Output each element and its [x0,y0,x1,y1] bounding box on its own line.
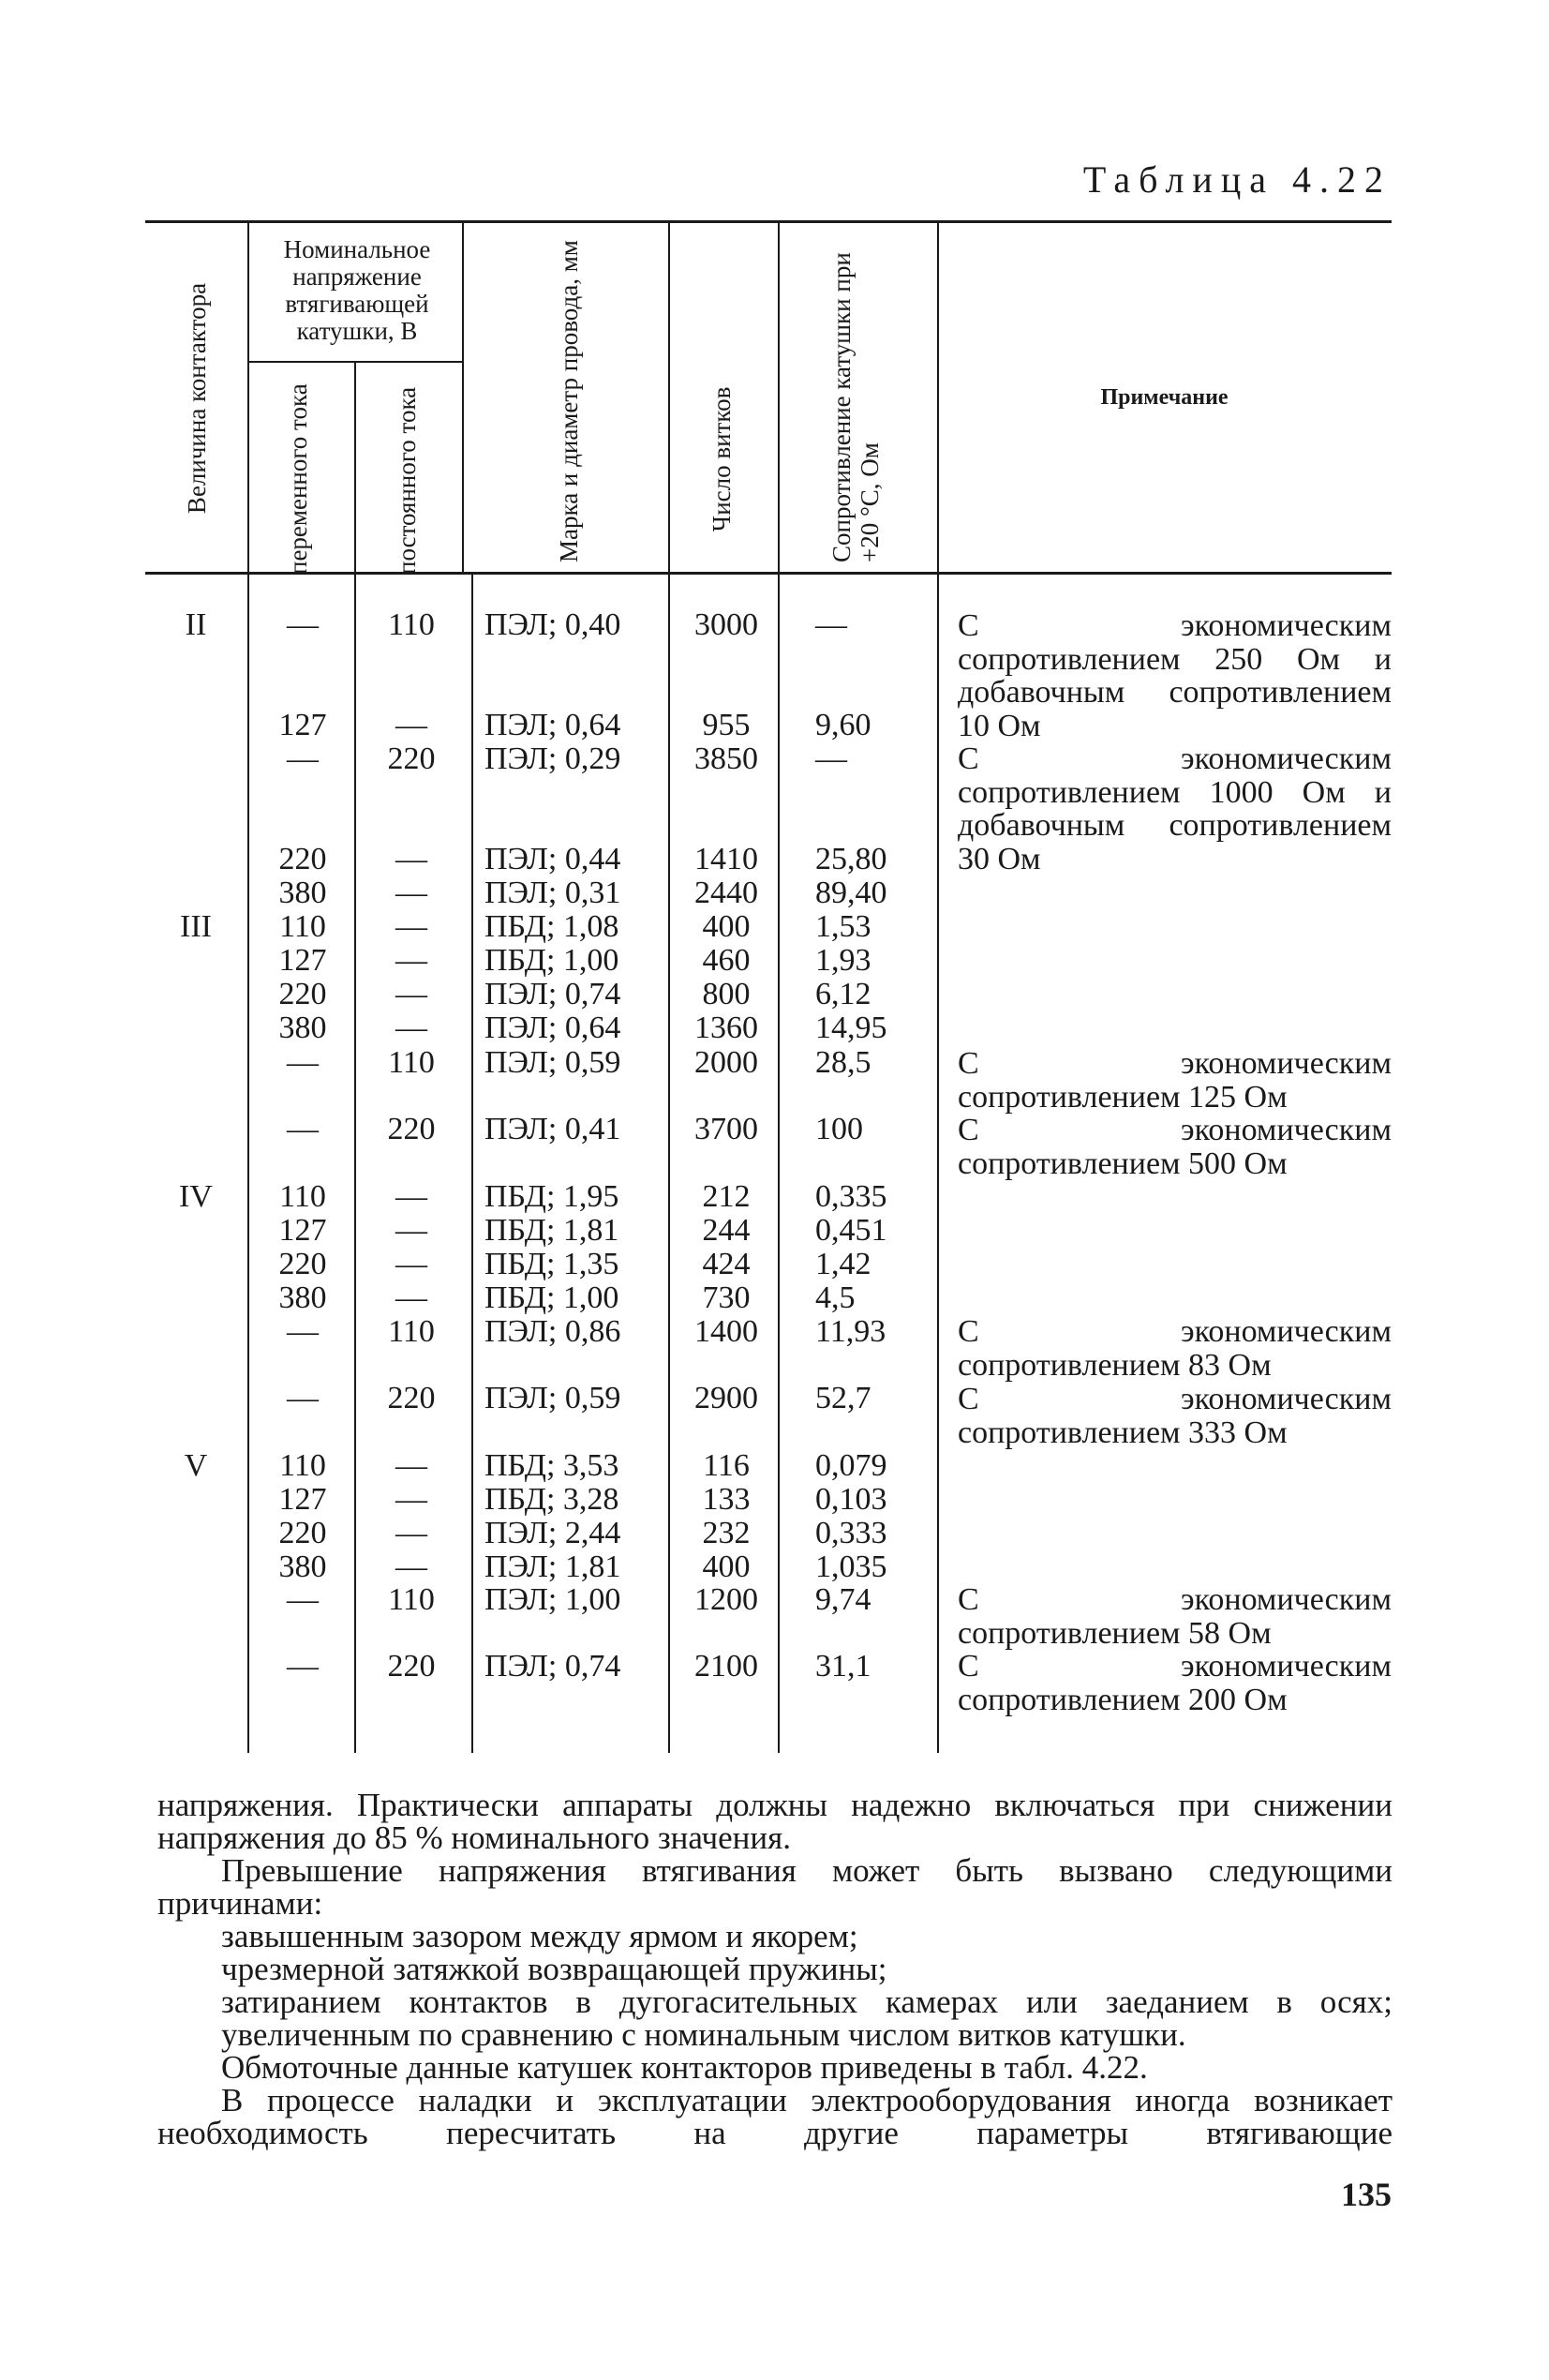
header-dc: постоянного тока [392,386,421,575]
column-divider [937,223,939,1753]
cell-ac: 220 [278,977,327,1011]
cell-dc: — [395,943,427,978]
cell-dc: — [395,909,427,944]
cell-wire: ПБД; 1,00 [484,1280,619,1315]
cell-wire: ПБД; 1,00 [484,943,619,978]
cell-wire: ПЭЛ; 0,59 [484,1045,621,1080]
cell-wire: ПБД; 1,95 [484,1179,619,1214]
note-cell: С экономическим сопротивлением 250 Ом и добавочным сопротивлением 10 Ом [958,608,1392,744]
cell-turns: 400 [702,1549,751,1584]
cell-res: 9,74 [815,1582,871,1617]
cell-ac: 220 [278,1247,327,1281]
cell-wire: ПБД; 3,28 [484,1482,619,1517]
body-text [157,1789,1393,2149]
cell-ac: 110 [279,909,326,944]
cell-turns: 212 [702,1179,751,1214]
header-turns: Число витков [707,386,736,532]
cell-dc: — [395,1280,427,1315]
cell-wire: ПЭЛ; 1,00 [484,1582,621,1617]
cell-wire: ПЭЛ; 0,74 [484,977,621,1011]
cell-res: 0,451 [815,1213,887,1248]
table-header-rule [145,572,1392,575]
note-cell: С экономическим сопротивлением 125 Ом [958,1046,1392,1115]
cell-dc: 110 [388,1045,435,1080]
cell-res: — [815,607,847,642]
note-cell: С экономическим сопротивлением 1000 Ом и добавочным сопротивлением 30 Ом [958,741,1392,877]
cell-turns: 116 [703,1448,750,1483]
column-divider [668,223,670,1753]
cell-res: 0,079 [815,1448,887,1483]
cell-res: 52,7 [815,1381,871,1415]
cell-wire: ПБД; 1,08 [484,909,619,944]
cell-dc: — [395,1247,427,1281]
cell-dc: — [395,1549,427,1584]
cell-ac: 220 [278,842,327,876]
cell-ac: 380 [278,1280,327,1315]
cell-turns: 3850 [694,741,758,776]
note-cell: С экономическим сопротивлением 500 Ом [958,1113,1392,1181]
cell-res: 1,42 [815,1247,871,1281]
cell-res: 25,80 [815,842,887,876]
cell-turns: 1200 [694,1582,758,1617]
table-caption: Таблица 4.22 [1082,158,1392,201]
cell-dc: 110 [388,1314,435,1349]
cell-turns: 1400 [694,1314,758,1349]
cell-ac: 380 [278,876,327,910]
table-top-rule [145,220,1392,223]
cell-res: 1,035 [815,1549,887,1584]
cell-ac: — [287,1314,319,1349]
cell-ac: 380 [278,1010,327,1045]
cell-ac: 380 [278,1549,327,1584]
cell-turns: 2100 [694,1649,758,1684]
cell-res: 0,333 [815,1516,887,1550]
cell-res: — [815,741,847,776]
cell-dc: 110 [388,607,435,642]
cell-ac: — [287,1045,319,1080]
cell-size: III [180,909,212,944]
cell-size: IV [179,1179,213,1214]
cell-wire: ПЭЛ; 0,74 [484,1649,621,1684]
cell-turns: 3000 [694,607,758,642]
cell-ac: — [287,607,319,642]
cell-res: 11,93 [815,1314,886,1349]
cell-wire: ПЭЛ; 0,44 [484,842,621,876]
header-wire: Марка и диаметр провода, мм [554,240,583,562]
cell-wire: ПЭЛ; 0,40 [484,607,621,642]
page-number: 135 [1341,2176,1392,2213]
cell-dc: — [395,1516,427,1550]
column-divider [247,223,249,1753]
cell-wire: ПЭЛ; 0,64 [484,708,621,742]
cell-turns: 2440 [694,876,758,910]
cell-turns: 955 [702,708,751,742]
cell-dc: — [395,842,427,876]
cell-ac: 127 [278,943,327,978]
cell-res: 1,93 [815,943,871,978]
cell-wire: ПЭЛ; 0,86 [484,1314,621,1349]
cell-dc: — [395,1448,427,1483]
header-size: Величина контактора [182,282,211,515]
cell-wire: ПЭЛ; 0,29 [484,741,621,776]
cell-ac: — [287,1381,319,1415]
cell-turns: 232 [702,1516,751,1550]
cell-ac: 220 [278,1516,327,1550]
cell-turns: 1360 [694,1010,758,1045]
cell-dc: — [395,708,427,742]
list-item: чрезмерной затяжкой возвращающей пружины; [221,1951,887,1987]
list-item: увеличенным по сравнению с номинальным числом витков катушки. [221,2016,1186,2053]
header-ac: переменного тока [283,383,312,575]
cell-res: 4,5 [815,1280,856,1315]
cell-turns: 2900 [694,1381,758,1415]
cell-wire: ПЭЛ; 0,41 [484,1112,621,1146]
paragraph: Превышение напряжения втягивания может быть вызвано следующими причинами: [157,1852,1393,1922]
header-voltage-group: Номинальное напряжение втягивающей катушки, В [283,235,431,346]
cell-wire: ПЭЛ; 0,31 [484,876,621,910]
cell-wire: ПЭЛ; 2,44 [484,1516,621,1550]
note-cell: С экономическим сопротивлением 333 Ом [958,1382,1392,1450]
cell-turns: 1410 [694,842,758,876]
cell-dc: 220 [387,1381,436,1415]
cell-ac: 127 [278,708,327,742]
cell-wire: ПБД; 1,35 [484,1247,619,1281]
list-item: завышенным зазором между ярмом и якорем; [221,1918,858,1954]
paragraph: В процессе наладки и эксплуатации электрооборудования иногда возникает необходимость пересчитать на другие параметры втягивающие [157,2082,1393,2151]
cell-ac: — [287,1649,319,1684]
cell-res: 100 [815,1112,863,1146]
column-divider [778,223,780,1753]
cell-dc: — [395,1213,427,1248]
cell-turns: 730 [702,1280,751,1315]
cell-ac: — [287,1112,319,1146]
cell-res: 28,5 [815,1045,871,1080]
cell-dc: 220 [387,741,436,776]
cell-res: 6,12 [815,977,871,1011]
note-cell: С экономическим сопротивлением 83 Ом [958,1314,1392,1383]
cell-ac: — [287,741,319,776]
cell-turns: 800 [702,977,751,1011]
cell-res: 14,95 [815,1010,887,1045]
cell-ac: 110 [279,1448,326,1483]
cell-turns: 2000 [694,1045,758,1080]
cell-dc: — [395,1482,427,1517]
cell-res: 31,1 [815,1649,871,1684]
cell-dc: 220 [387,1649,436,1684]
header-resistance: Сопротивление катушки при +20 °С, Ом [827,252,884,562]
cell-dc: — [395,977,427,1011]
cell-wire: ПЭЛ; 0,64 [484,1010,621,1045]
cell-ac: 127 [278,1482,327,1517]
cell-res: 0,335 [815,1179,887,1214]
cell-ac: 110 [279,1179,326,1214]
cell-turns: 460 [702,943,751,978]
cell-turns: 424 [702,1247,751,1281]
cell-dc: — [395,876,427,910]
cell-dc: — [395,1010,427,1045]
cell-res: 89,40 [815,876,887,910]
column-divider [462,223,464,572]
cell-res: 1,53 [815,909,871,944]
paragraph: Обмоточные данные катушек контакторов приведены в табл. 4.22. [221,2049,1148,2086]
cell-size: II [185,607,207,642]
column-divider [471,575,473,1753]
cell-ac: 127 [278,1213,327,1248]
cell-dc: 220 [387,1112,436,1146]
cell-res: 0,103 [815,1482,887,1517]
paragraph: напряжения. Практически аппараты должны надежно включаться при снижении напряжения до 85 % номинального значения. [157,1787,1393,1856]
cell-turns: 133 [702,1482,751,1517]
cell-dc: — [395,1179,427,1214]
note-cell: С экономическим сопротивлением 58 Ом [958,1582,1392,1651]
cell-wire: ПБД; 3,53 [484,1448,619,1483]
cell-turns: 3700 [694,1112,758,1146]
cell-size: V [184,1448,208,1483]
header-note: Примечание [1100,385,1229,410]
cell-turns: 400 [702,909,751,944]
cell-ac: — [287,1582,319,1617]
cell-wire: ПБД; 1,81 [484,1213,619,1248]
cell-turns: 244 [702,1213,751,1248]
cell-wire: ПЭЛ; 0,59 [484,1381,621,1415]
cell-res: 9,60 [815,708,871,742]
list-item: затиранием контактов в дугогасительных камерах или заеданием в осях; [221,1983,1393,2020]
cell-wire: ПЭЛ; 1,81 [484,1549,621,1584]
cell-dc: 110 [388,1582,435,1617]
note-cell: С экономическим сопротивлением 200 Ом [958,1649,1392,1717]
